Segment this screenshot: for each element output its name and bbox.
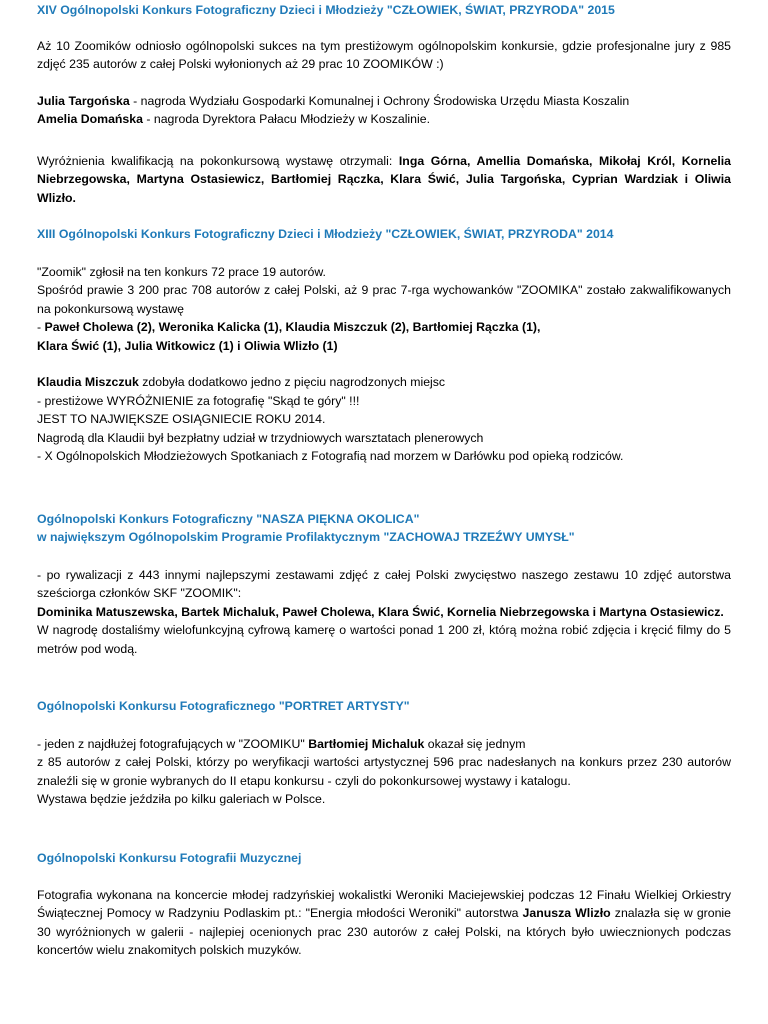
section-title-2015: XIV Ogólnopolski Konkurs Fotograficzny Dzieci i Młodzieży "CZŁOWIEK, ŚWIAT, PRZYRODA" 2015: [37, 3, 615, 17]
text-line: W nagrodę dostaliśmy wielofunkcyjną cyfrową kamerę o wartości ponad 1 200 zł, którą można robić zdjęcia i kręcić filmy do 5 metrów pod wodą.: [37, 623, 731, 656]
text-line: Klaudia Miszczuk zdobyła dodatkowo jedno z pięciu nagrodzonych miejsc: [37, 375, 446, 390]
text-line: z 85 autorów z całej Polski, którzy po weryfikacji wartości artystycznej 596 prac nadesłanych na konkurs przez 230 autorów znaleźli się w gronie wybranych do II etapu konkursu - czyli do pokonkursowej wystawy i katalogu.: [37, 755, 731, 788]
award-text: - nagroda Dyrektora Pałacu Młodzieży w Koszalinie.: [142, 112, 430, 126]
winner-name: Julia Targońska: [37, 94, 130, 108]
section-okolica: [37, 510, 731, 547]
award-line-1: [37, 92, 737, 110]
names-line: Dominika Matuszewska, Bartek Michaluk, Paweł Cholewa, Klara Świć, Kornelia Niebrzegowska i Martyna Ostasiewicz.: [37, 604, 724, 619]
award-text: - nagroda Wydziału Gospodarki Komunalnej i Ochrony Środowiska Urzędu Miasta Koszalin: [129, 94, 630, 108]
section-title-okolica: Ogólnopolski Konkurs Fotograficzny "NASZA PIĘKNA OKOLICA": [37, 512, 420, 526]
paragraph-distinctions: [37, 152, 731, 207]
text-line: Spośród prawie 3 200 prac 708 autorów z całej Polski, aż 9 prac 7-rga wychowanków "ZOOMIKA" zostało zakwalifikowanych na pokonkursową wystawę: [37, 283, 731, 316]
text-line: - prestiżowe WYRÓŻNIENIE za fotografię "Skąd te góry" !!!: [37, 393, 360, 408]
text-line: - po rywalizacji z 443 innymi najlepszymi zestawami zdjęć z całej Polski zwycięstwo naszego zestawu 10 zdjęć autorstwa sześciorga członków SKF "ZOOMIK":: [37, 568, 731, 601]
section-subtitle-okolica: w największym Ogólnopolskim Programie Profilaktycznym "ZACHOWAJ TRZEŹWY UMYSŁ": [37, 530, 575, 545]
names-line: - Paweł Cholewa (2), Weronika Kalicka (1), Klaudia Miszczuk (2), Bartłomiej Rączka (1),: [37, 320, 541, 335]
paragraph-2015-intro: Aż 10 Zoomików odniosło ogólnopolski sukces na tym prestiżowym ogólnopolskim konkursie, gdzie profesjonalne jury z 985 zdjęć 235 autorów z całej Polski wyłonionych aż 29 prac 10 ZOOMIKÓW :): [37, 39, 731, 72]
paragraph-portret: [37, 735, 731, 809]
distinctions-names: Inga Górna, Amellia Domańska, Mikołaj Król, Kornelia Niebrzegowska, Martyna Ostasiewicz, Bartłomiej Rączka, Klara Świć, Julia Targońska, Cyprian Wardziak i Oliwia Wlizło.: [37, 154, 731, 205]
winner-name: Amelia Domańska: [37, 112, 143, 126]
distinctions-lead: Wyróżnienia kwalifikacją na pokonkursową wystawę otrzymali:: [37, 154, 399, 168]
author-name: Janusza Wlizło: [522, 906, 611, 921]
paragraph-2014: [37, 263, 731, 465]
text-line: - X Ogólnopolskich Młodzieżowych Spotkaniach z Fotografią nad morzem w Darłówku pod opieką rodziców.: [37, 449, 624, 464]
award-line-2: [37, 110, 430, 128]
section-title-portret: Ogólnopolski Konkursu Fotograficznego "PORTRET ARTYSTY": [37, 699, 410, 713]
section-title-muzyczna: Ogólnopolski Konkursu Fotografii Muzycznej: [37, 851, 302, 865]
names-line: Klara Świć (1), Julia Witkowicz (1) i Oliwia Wlizło (1): [37, 338, 338, 353]
paragraph-muzyczna: Fotografia wykonana na koncercie młodej radzyńskiej wokalistki Weroniki Maciejewskiej podczas 12 Finału Wielkiej Orkiestry Świątecznej Pomocy w Radzyniu Podlaskim pt.: "Energia młodości Weroniki" autorstwa Janusza Wlizło znalazła się w gronie 30 wyróżnionych w galerii - najlepiej ocenionych prac 230 autorów z całej Polski, na których było uwiecznionych podczas koncertów wielu znakomitych polskich muzyków.: [37, 888, 731, 958]
text-line: JEST TO NAJWIĘKSZE OSIĄGNIECIE ROKU 2014.: [37, 412, 326, 427]
section-title-2014: XIII Ogólnopolski Konkurs Fotograficzny Dzieci i Młodzieży "CZŁOWIEK, ŚWIAT, PRZYRODA" 2014: [37, 227, 614, 241]
text-line: Wystawa będzie jeździła po kilku galeriach w Polsce.: [37, 792, 326, 807]
text-line: Nagrodą dla Klaudii był bezpłatny udział w trzydniowych warsztatach plenerowych: [37, 430, 484, 445]
text-line: "Zoomik" zgłosił na ten konkurs 72 prace 19 autorów.: [37, 265, 326, 279]
paragraph-okolica: [37, 566, 731, 658]
text-line: - jeden z najdłużej fotografujących w "ZOOMIKU" Bartłomiej Michaluk okazał się jednym: [37, 737, 526, 751]
